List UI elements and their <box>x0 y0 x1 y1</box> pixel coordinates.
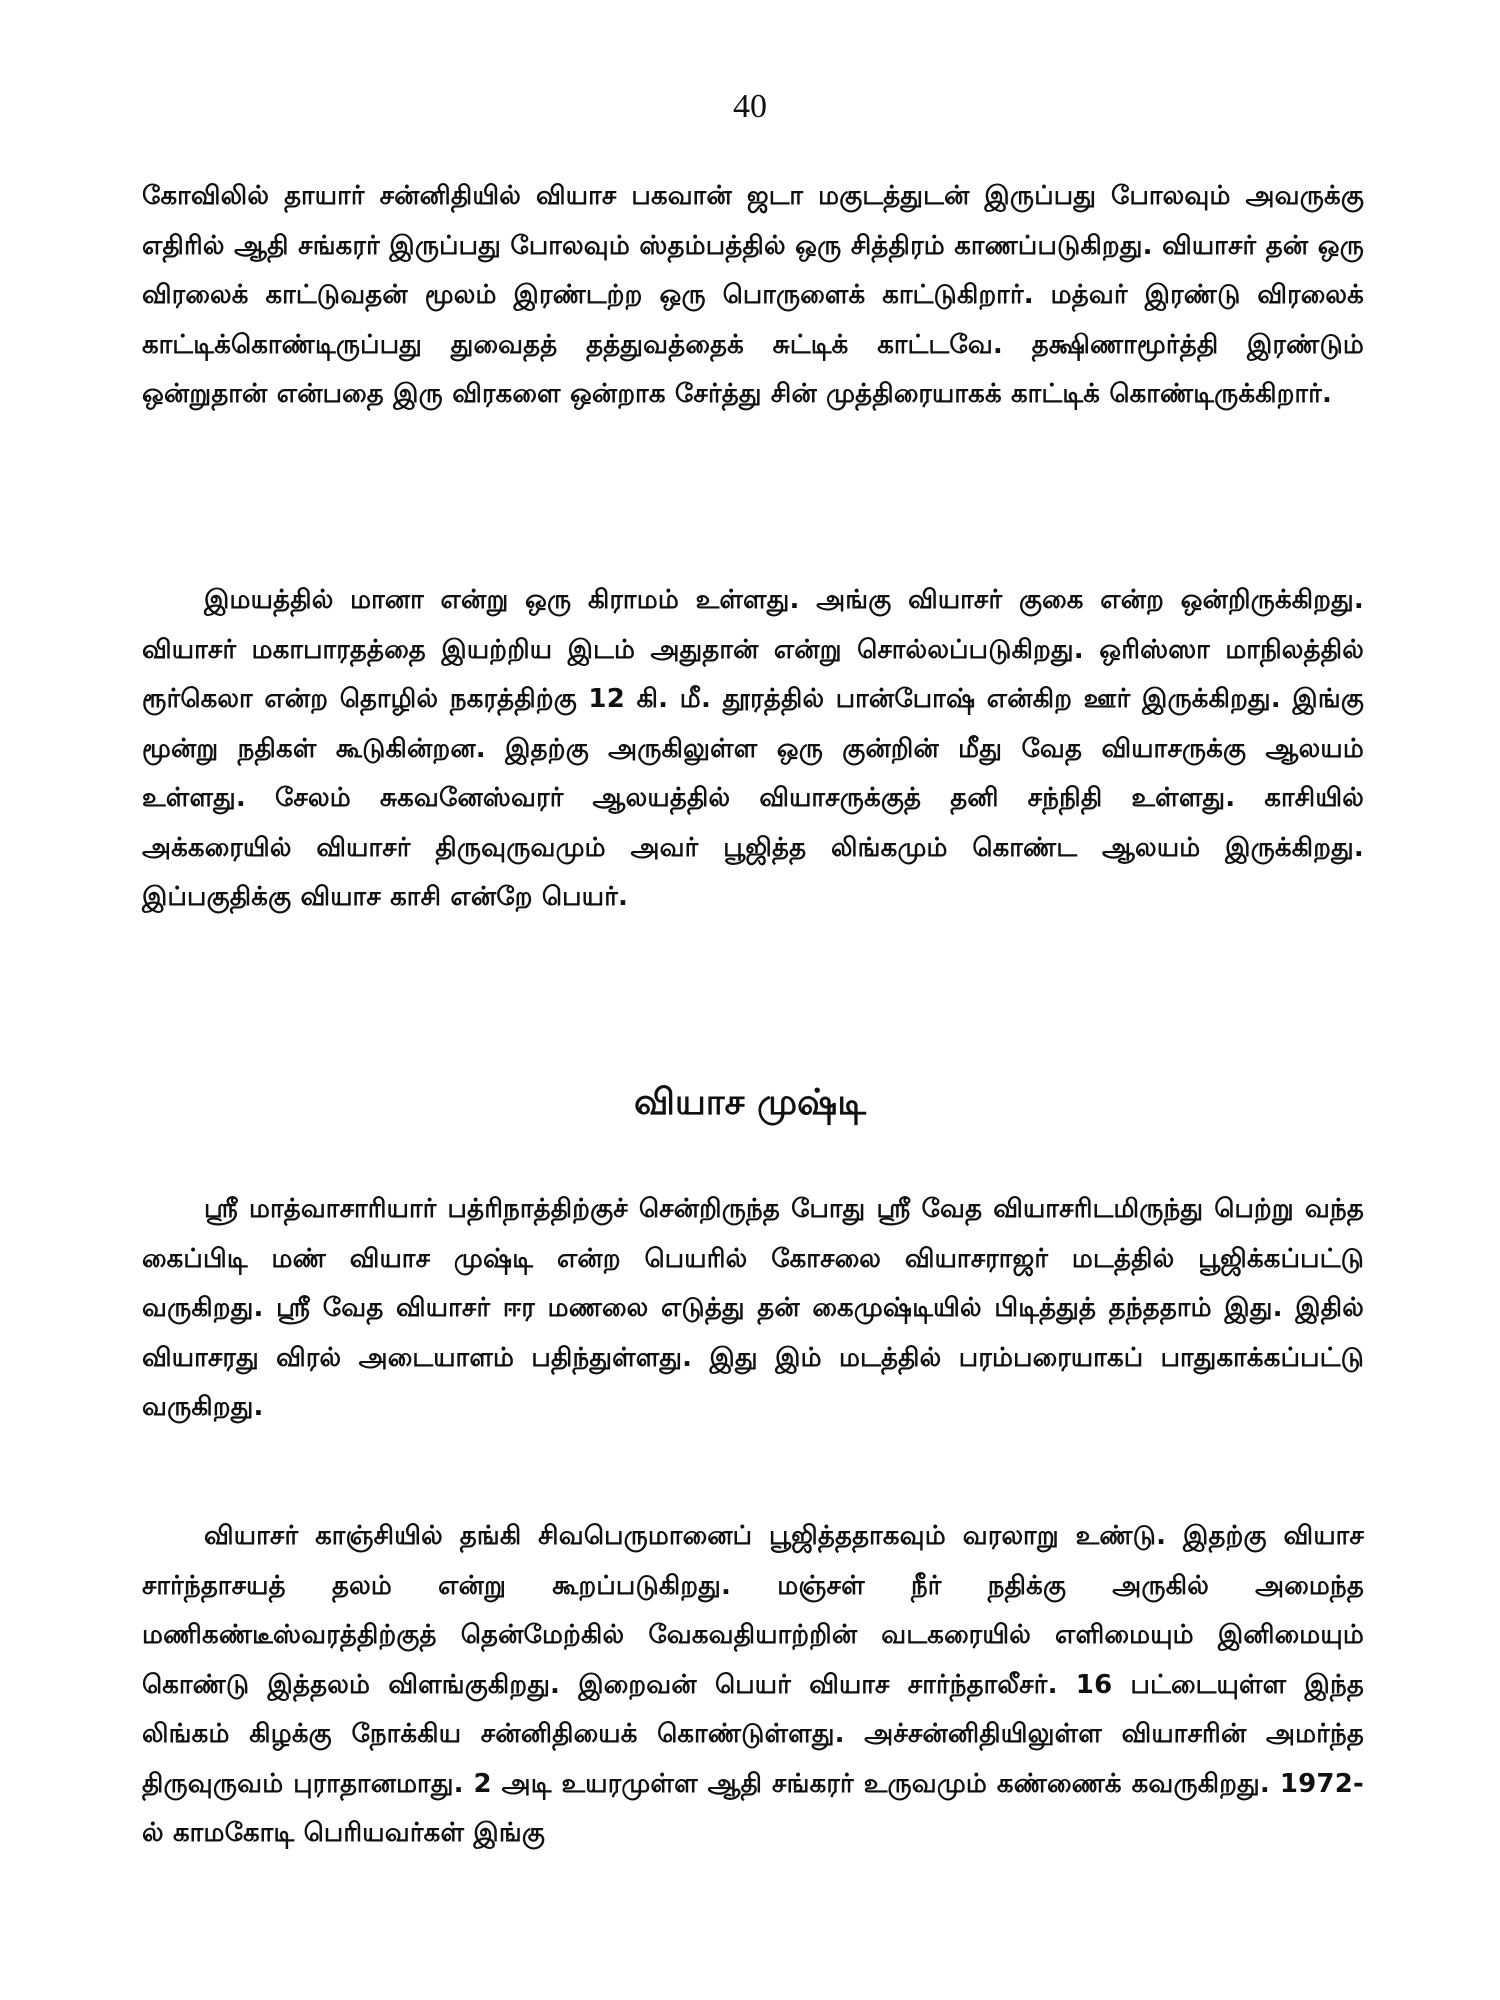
section-heading: வியாச முஷ்டி <box>633 1082 866 1123</box>
paragraph-2: இமயத்தில் மானா என்று ஒரு கிராமம் உள்ளது. அங்கு வியாசர் குகை என்ற ஒன்றிருக்கிறது. வியாசர் மகாபாரதத்தை இயற்றிய இடம் அதுதான் என்று சொல்லப்படுகிறது. ஒரிஸ்ஸா மாநிலத்தில் ரூர்கெலா என்ற தொழில் நகரத்திற்கு 12 கி. மீ. தூரத்தில் பான்போஷ் என்கிற ஊர் இருக்கிறது. இங்கு மூன்று நதிகள் கூடுகின்றன. இதற்கு அருகிலுள்ள ஒரு குன்றின் மீது வேத வியாசருக்கு ஆலயம் உள்ளது. சேலம் சுகவனேஸ்வரர் ஆலயத்தில் வியாசருக்குத் தனி சந்நிதி உள்ளது. காசியில் அக்கரையில் வியாசர் திருவுருவமும் அவர் பூஜித்த லிங்கமும் கொண்ட ஆலயம் இருக்கிறது. இப்பகுதிக்கு வியாச காசி என்றே பெயர். <box>142 585 1364 912</box>
paragraph-1: கோவிலில் தாயார் சன்னிதியில் வியாச பகவான் ஜடா மகுடத்துடன் இருப்பது போலவும் அவருக்கு எதிரில் ஆதி சங்கரர் இருப்பது போலவும் ஸ்தம்பத்தில் ஒரு சித்திரம் காணப்படுகிறது. வியாசர் தன் ஒரு விரலைக் காட்டுவதன் மூலம் இரண்டற்ற ஒரு பொருளைக் காட்டுகிறார். மத்வர் இரண்டு விரலைக் காட்டிக்கொண்டிருப்பது துவைதத் தத்துவத்தைக் சுட்டிக் காட்டவே. தக்ஷிணாமூர்த்தி இரண்டும் ஒன்றுதான் என்பதை இரு விரகளை ஒன்றாக சேர்த்து சின் முத்திரையாகக் காட்டிக் கொண்டிருக்கிறார். <box>142 181 1364 409</box>
paragraph-3: ஸ்ரீ மாத்வாசாரியார் பத்ரிநாத்திற்குச் சென்றிருந்த போது ஸ்ரீ வேத வியாசரிடமிருந்து பெற்று வந்த கைப்பிடி மண் வியாச முஷ்டி என்ற பெயரில் கோசலை வியாசராஜர் மடத்தில் பூஜிக்கப்பட்டு வருகிறது. ஸ்ரீ வேத வியாசர் ஈர மணலை எடுத்து தன் கைமுஷ்டியில் பிடித்துத் தந்ததாம் இது. இதில் வியாசரது விரல் அடையாளம் பதிந்துள்ளது. இது இம் மடத்தில் பரம்பரையாகப் பாதுகாக்கப்பட்டு வருகிறது. <box>142 1194 1364 1422</box>
page-number: 40 <box>733 88 767 125</box>
paragraph-4: வியாசர் காஞ்சியில் தங்கி சிவபெருமானைப் பூஜித்ததாகவும் வரலாறு உண்டு. இதற்கு வியாச சார்ந்தாசயத் தலம் என்று கூறப்படுகிறது. மஞ்சள் நீர் நதிக்கு அருகில் அமைந்த மணிகண்டீஸ்வரத்திற்குத் தென்மேற்கில் வேகவதியாற்றின் வடகரையில் எளிமையும் இனிமையும் கொண்டு இத்தலம் விளங்குகிறது. இறைவன் பெயர் வியாச சார்ந்தாலீசர். 16 பட்டையுள்ள இந்த லிங்கம் கிழக்கு நோக்கிய சன்னிதியைக் கொண்டுள்ளது. அச்சன்னிதியிலுள்ள வியாசரின் அமர்ந்த திருவுருவம் புராதானமாது. 2 அடி உயரமுள்ள ஆதி சங்கரர் உருவமும் கண்ணைக் கவருகிறது. 1972-ல் காமகோடி பெரியவர்கள் இங்கு <box>142 1521 1364 1848</box>
